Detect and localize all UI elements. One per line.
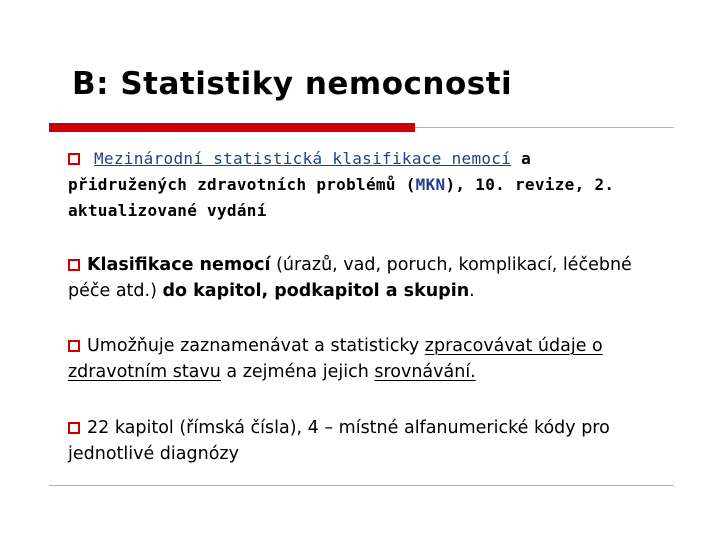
square-bullet-icon	[68, 153, 80, 165]
bullet-purpose	[68, 333, 678, 385]
mkn-link[interactable]: Mezinárodní statistická klasifikace nemocí	[94, 149, 512, 168]
bullet-mkn-text-1: přidružených zdravotních problémů (	[68, 175, 416, 194]
mkn-abbreviation: MKN	[415, 175, 446, 194]
bullet-classification-text: (úrazů, vad, poruch, komplikací, léčebné péče atd.)	[68, 255, 632, 301]
bullet-mkn-conjunction: a	[521, 149, 532, 168]
bullet-classification	[68, 252, 678, 304]
bullet-classification-bold-2: do kapitol, podkapitol a skupin	[162, 281, 470, 301]
bullet-chapters-text: 22 kapitol (římská čísla), 4 – místné alfanumerické kódy pro jednotlivé diagnózy	[68, 418, 610, 464]
bottom-divider-line	[49, 485, 674, 486]
bullet-purpose-text-2: a zejména jejich	[220, 362, 375, 382]
bullet-purpose-text-1: Umožňuje zaznamenávat a statisticky	[87, 336, 425, 356]
square-bullet-icon	[68, 259, 80, 271]
page-title: B: Statistiky nemocnosti	[72, 66, 513, 102]
bullet-purpose-underlined-2: srovnávání.	[374, 362, 476, 382]
bullet-mkn-text-2: ), 10. revize, 2. aktualizované vydání	[68, 175, 615, 220]
bullet-purpose-underlined-1: zpracovávat údaje o zdravotním stavu	[68, 336, 603, 382]
bullet-classification-end: .	[469, 281, 475, 301]
bullet-classification-bold: Klasifikace nemocí	[87, 255, 271, 275]
bullet-chapters	[68, 415, 678, 467]
bullet-mkn	[68, 146, 678, 224]
square-bullet-icon	[68, 340, 80, 352]
title-accent-bar	[49, 123, 415, 132]
square-bullet-icon	[68, 422, 80, 434]
